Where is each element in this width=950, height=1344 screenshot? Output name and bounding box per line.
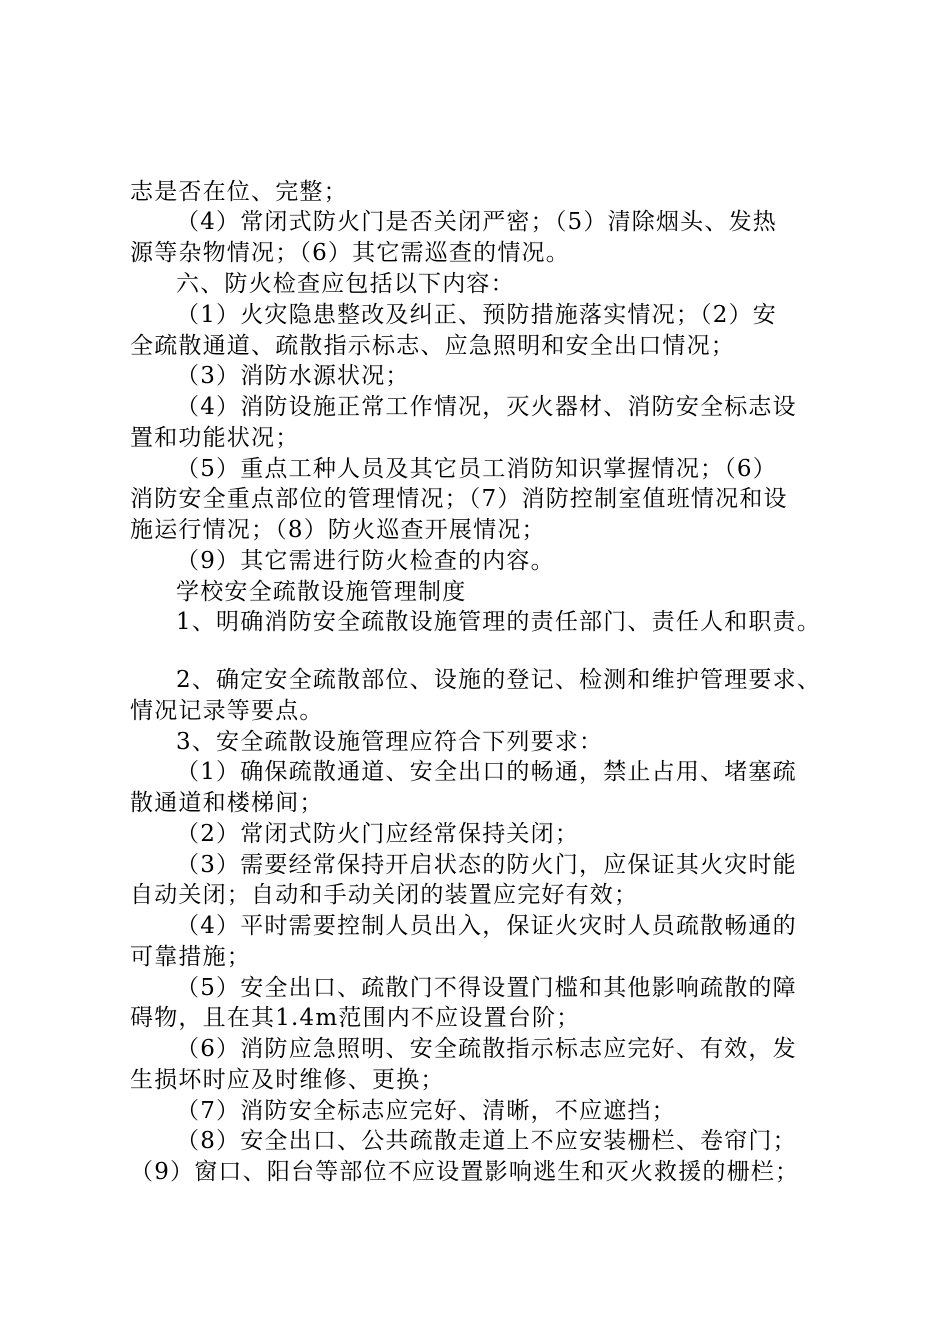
text-line: 施运行情况；（8）防火巡查开展情况； (130, 517, 546, 543)
text-line: 情况记录等要点。 (130, 698, 324, 724)
text-line: 消防安全重点部位的管理情况；（7）消防控制室值班情况和设 (130, 486, 788, 512)
text-line: （4）平时需要控制人员出入，保证火灾时人员疏散畅通的 (176, 913, 797, 939)
text-line: （3）需要经常保持开启状态的防火门，应保证其火灾时能 (176, 852, 797, 878)
text-line: 六、防火检查应包括以下内容： (176, 271, 515, 297)
text-line: （5）重点工种人员及其它员工消防知识掌握情况；（6） (176, 456, 777, 482)
text-line: 可靠措施； (130, 944, 251, 970)
text-line: （5）安全出口、疏散门不得设置门槛和其他影响疏散的障 (176, 975, 797, 1001)
text-line: （4）常闭式防火门是否关闭严密；（5）清除烟头、发热 (176, 209, 777, 235)
text-line: 生损坏时应及时维修、更换； (130, 1067, 445, 1093)
text-line: （6）消防应急照明、安全疏散指示标志应完好、有效，发 (176, 1036, 797, 1062)
text-line: （1）确保疏散通道、安全出口的畅通，禁止占用、堵塞疏 (176, 759, 797, 785)
text-line: 碍物，且在其1.4m范围内不应设置台阶； (130, 1005, 581, 1031)
text-line: 1、明确消防安全疏散设施管理的责任部门、责任人和职责。 (176, 609, 822, 635)
text-line: 志是否在位、完整； (130, 179, 348, 205)
text-line: （2）常闭式防火门应经常保持关闭； (176, 821, 580, 847)
text-line: （7）消防安全标志应完好、清晰，不应遮挡； (176, 1098, 676, 1124)
text-line: （3）消防水源状况； (176, 363, 410, 389)
text-line: （1）火灾隐患整改及纠正、预防措施落实情况；（2）安 (176, 302, 777, 328)
text-line: （9）其它需进行防火检查的内容。 (176, 548, 555, 574)
text-line: 全疏散通道、疏散指示标志、应急照明和安全出口情况； (130, 333, 735, 359)
text-line: 3、安全疏散设施管理应符合下列要求： (176, 729, 604, 755)
text-line: （9）窗口、阳台等部位不应设置影响逃生和灭火救援的栅栏； (130, 1159, 800, 1185)
text-line: （8）安全出口、公共疏散走道上不应安装栅栏、卷帘门； (176, 1128, 797, 1154)
text-line: 散通道和楼梯间； (130, 790, 324, 816)
section-title: 学校安全疏散设施管理制度 (176, 579, 467, 605)
text-line: 2、确定安全疏散部位、设施的登记、检测和维护管理要求、 (176, 667, 822, 693)
text-line: 自动关闭；自动和手动关闭的装置应完好有效； (130, 882, 639, 908)
text-line: 置和功能状况； (130, 425, 300, 451)
text-line: 源等杂物情况；（6）其它需巡查的情况。 (130, 240, 570, 266)
text-line: （4）消防设施正常工作情况，灭火器材、消防安全标志设 (176, 394, 797, 420)
